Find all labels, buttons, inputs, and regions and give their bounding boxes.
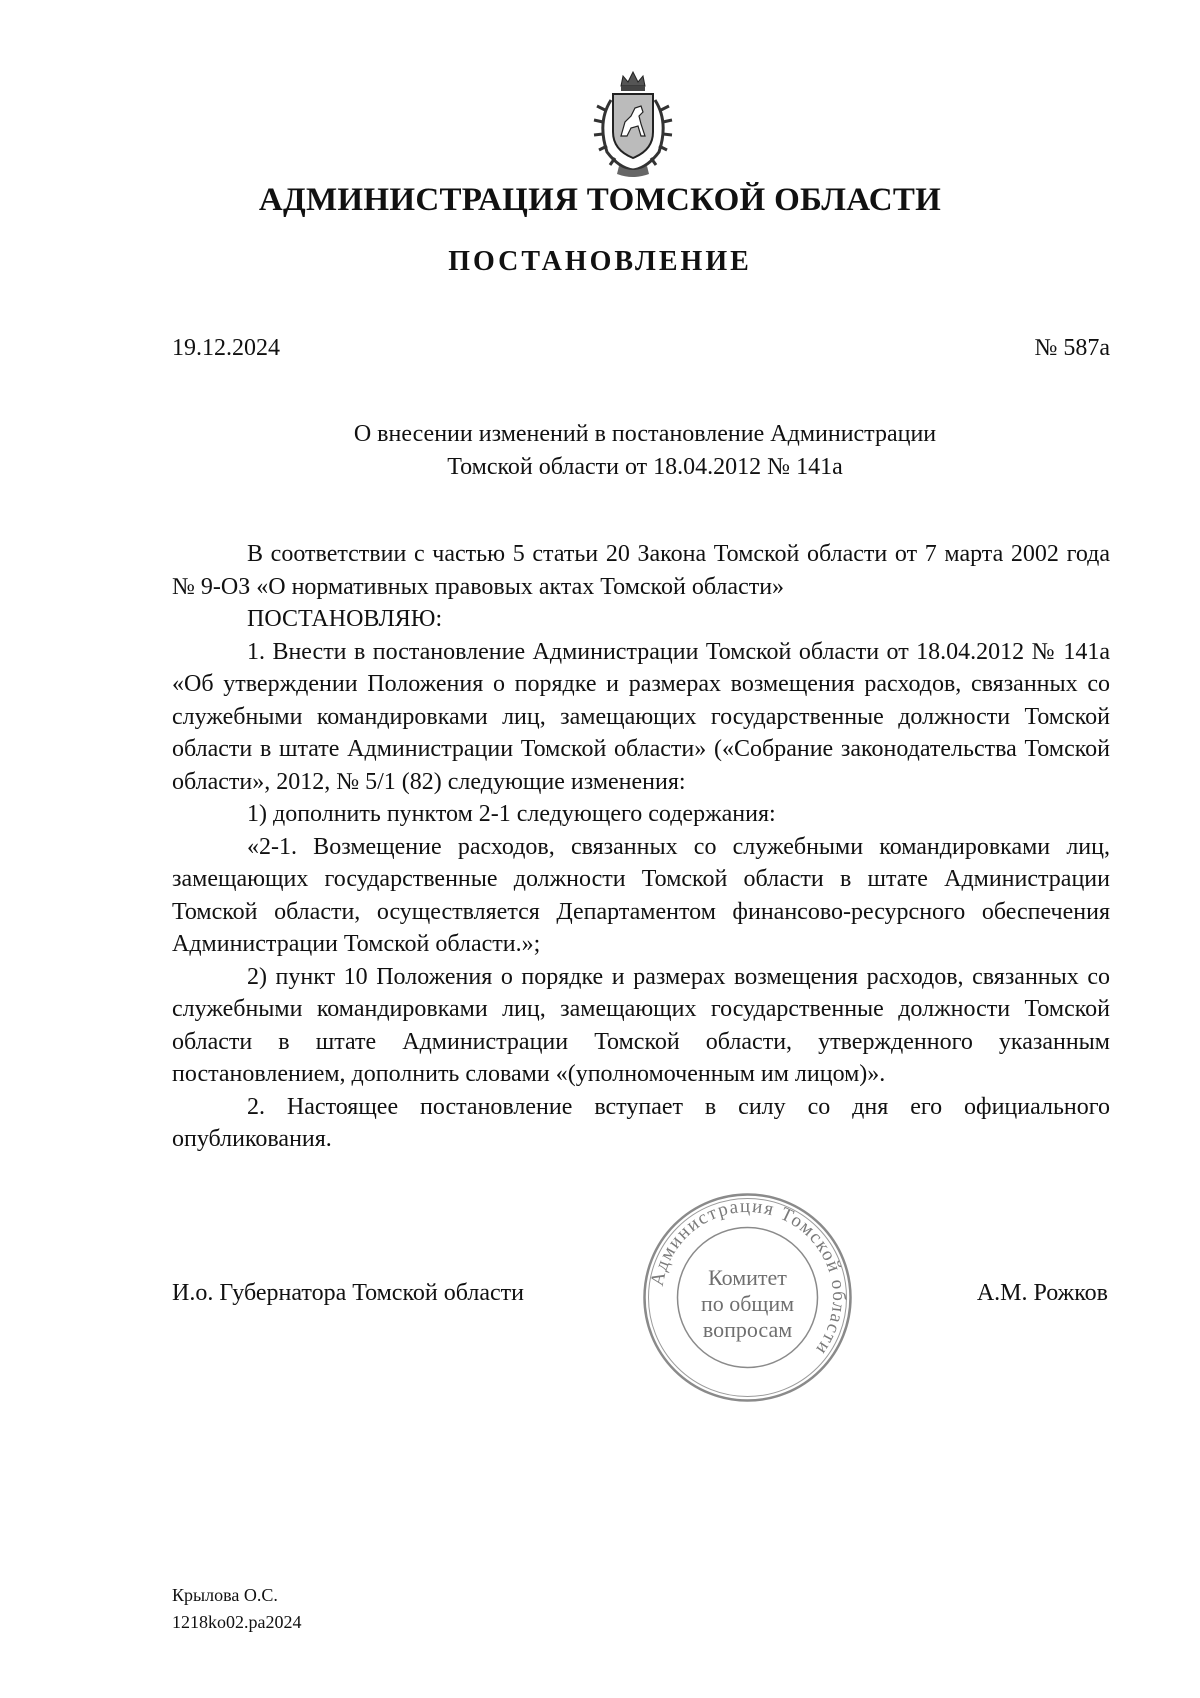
document-date: 19.12.2024 [172, 335, 280, 361]
organization-title: АДМИНИСТРАЦИЯ ТОМСКОЙ ОБЛАСТИ [258, 182, 942, 218]
document-subject [0, 418, 1200, 484]
signatory-name: А.М. Рожков [976, 1280, 1108, 1306]
item-2-paragraph: 2. Настоящее постановление вступает в силу со дня его официального опубликования. [172, 1093, 1110, 1152]
item-1-paragraph: 1. Внести в постановление Администрации Томской области от 18.04.2012 № 141а «Об утверждении Положения о порядке и размерах возмещения расходов, связанных со служебными командировками лиц, замещающих государственные должности Томской области в штате Администрации Томской области» («Собрание законодательства Томской области», 2012, № 5/1 (82) следующие изменения: [172, 638, 1110, 795]
document-number: № 587а [1034, 335, 1110, 361]
subject-line-2: Томской области от 18.04.2012 № 141а [447, 454, 843, 480]
official-stamp [640, 1190, 855, 1405]
stamp-outer-text: Администрация Томской области [646, 1195, 850, 1360]
executor-name: Крылова О.С. [172, 1585, 278, 1605]
preamble-paragraph: В соответствии с частью 5 статьи 20 Закона Томской области от 7 марта 2002 года № 9-ОЗ «О нормативных правовых актах Томской области» [172, 541, 1110, 600]
item-1-1-quote-paragraph: «2-1. Возмещение расходов, связанных со служебными командировками лиц, замещающих государственные должности Томской области в штате Администрации Томской области, осуществляется Департаментом финансово-ресурсного обеспечения Администрации Томской области.»; [172, 833, 1110, 957]
stamp-inner-line-1: Комитет [708, 1265, 787, 1290]
footer [172, 1582, 302, 1636]
document-type: ПОСТАНОВЛЕНИЕ [448, 246, 752, 277]
stamp-inner-line-3: вопросам [702, 1317, 793, 1342]
item-1-1-paragraph: 1) дополнить пунктом 2-1 следующего содержания: [247, 801, 776, 827]
item-1-2-paragraph: 2) пункт 10 Положения о порядке и размерах возмещения расходов, связанных со служебными командировками лиц, замещающих государственные должности Томской области в штате Администрации Томской области, утвержденного указанным постановлением, дополнить словами «(уполномоченным им лицом)». [172, 963, 1110, 1087]
stamp-inner-line-2: по общим [700, 1291, 795, 1316]
subject-line-1: О внесении изменений в постановление Администрации [353, 421, 937, 447]
signatory-position: И.о. Губернатора Томской области [172, 1280, 524, 1306]
decree-word: ПОСТАНОВЛЯЮ: [247, 606, 443, 632]
document-body [172, 538, 1110, 1156]
document-code: 1218ko02.pa2024 [172, 1612, 302, 1632]
coat-of-arms-icon [583, 70, 683, 178]
